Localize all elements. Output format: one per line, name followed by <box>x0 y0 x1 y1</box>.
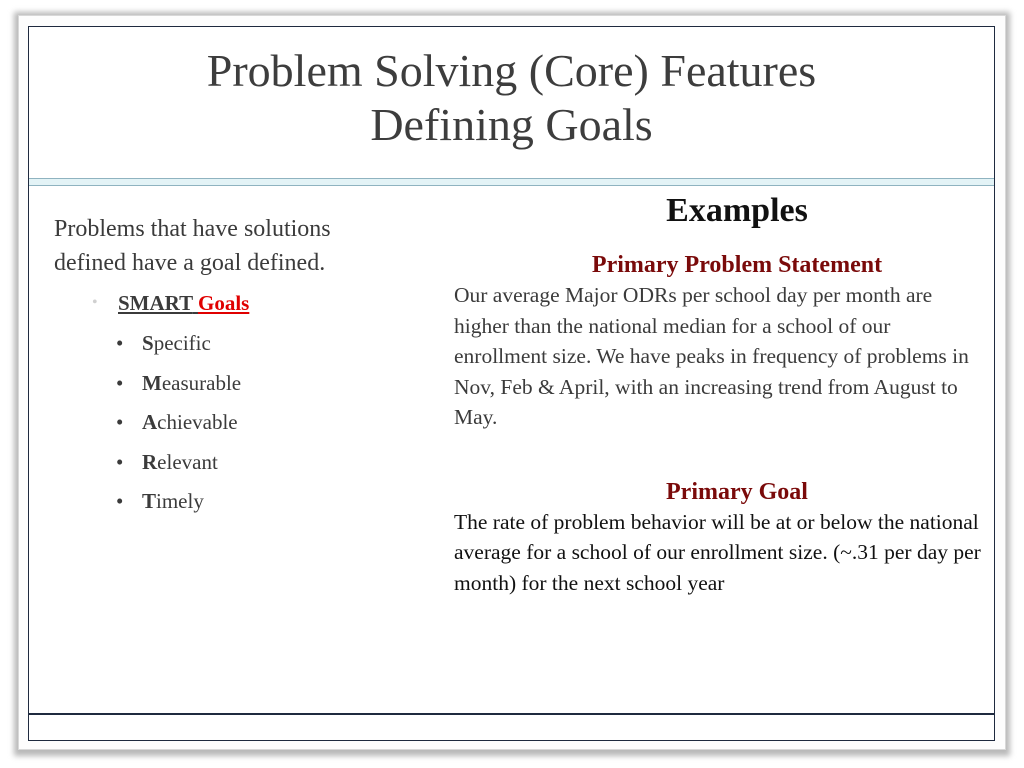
left-column <box>54 212 374 522</box>
smart-item-measurable <box>116 364 374 404</box>
smart-rest: chievable <box>157 410 238 434</box>
smart-item-achievable <box>116 403 374 443</box>
examples-heading: Examples <box>666 192 808 229</box>
bullet-icon: • <box>92 294 98 311</box>
primary-goal-heading: Primary Goal <box>666 478 808 505</box>
smart-word: SMART <box>118 291 193 315</box>
smart-rest: imely <box>156 489 204 513</box>
problem-statement-heading: Primary Problem Statement <box>591 252 883 278</box>
smart-item-timely <box>116 482 374 522</box>
smart-item-specific <box>116 324 374 364</box>
footer-divider <box>29 713 994 715</box>
smart-rest: elevant <box>157 449 218 474</box>
bullet-icon: • <box>116 489 124 513</box>
primary-goal-text: The rate of problem behavior will be at or below the national average for a school of our enrollment size. (~.31 per day per month) for the next school year <box>454 509 981 595</box>
slide-title <box>30 44 993 152</box>
bullet-icon: • <box>116 331 124 355</box>
smart-goals-heading <box>92 288 374 318</box>
goals-word: Goals <box>197 291 250 315</box>
title-separator-band <box>29 178 994 186</box>
bullet-icon: • <box>116 410 124 434</box>
smart-list <box>116 324 374 522</box>
smart-item-relevant <box>116 443 374 483</box>
problem-statement-text: Our average Major ODRs per school day per month are higher than the national median for a school of our enrollment size. We have peaks in frequency of problems in Nov, Feb & April, with an increasing trend from August to May. <box>454 283 969 429</box>
right-column <box>454 186 984 598</box>
bullet-icon: • <box>116 449 124 474</box>
intro-text: Problems that have solutions defined have a goal defined. <box>54 216 331 276</box>
smart-rest: easurable <box>161 370 242 395</box>
smart-letter: R <box>142 449 158 474</box>
smart-letter: A <box>142 410 158 434</box>
title-line-2: Defining Goals <box>370 99 653 150</box>
bullet-icon: • <box>116 370 124 395</box>
smart-letter: M <box>142 370 162 395</box>
smart-rest: pecific <box>153 331 211 355</box>
title-line-1: Problem Solving (Core) Features <box>206 45 817 96</box>
smart-letter: T <box>142 489 157 513</box>
smart-letter: S <box>142 331 154 355</box>
